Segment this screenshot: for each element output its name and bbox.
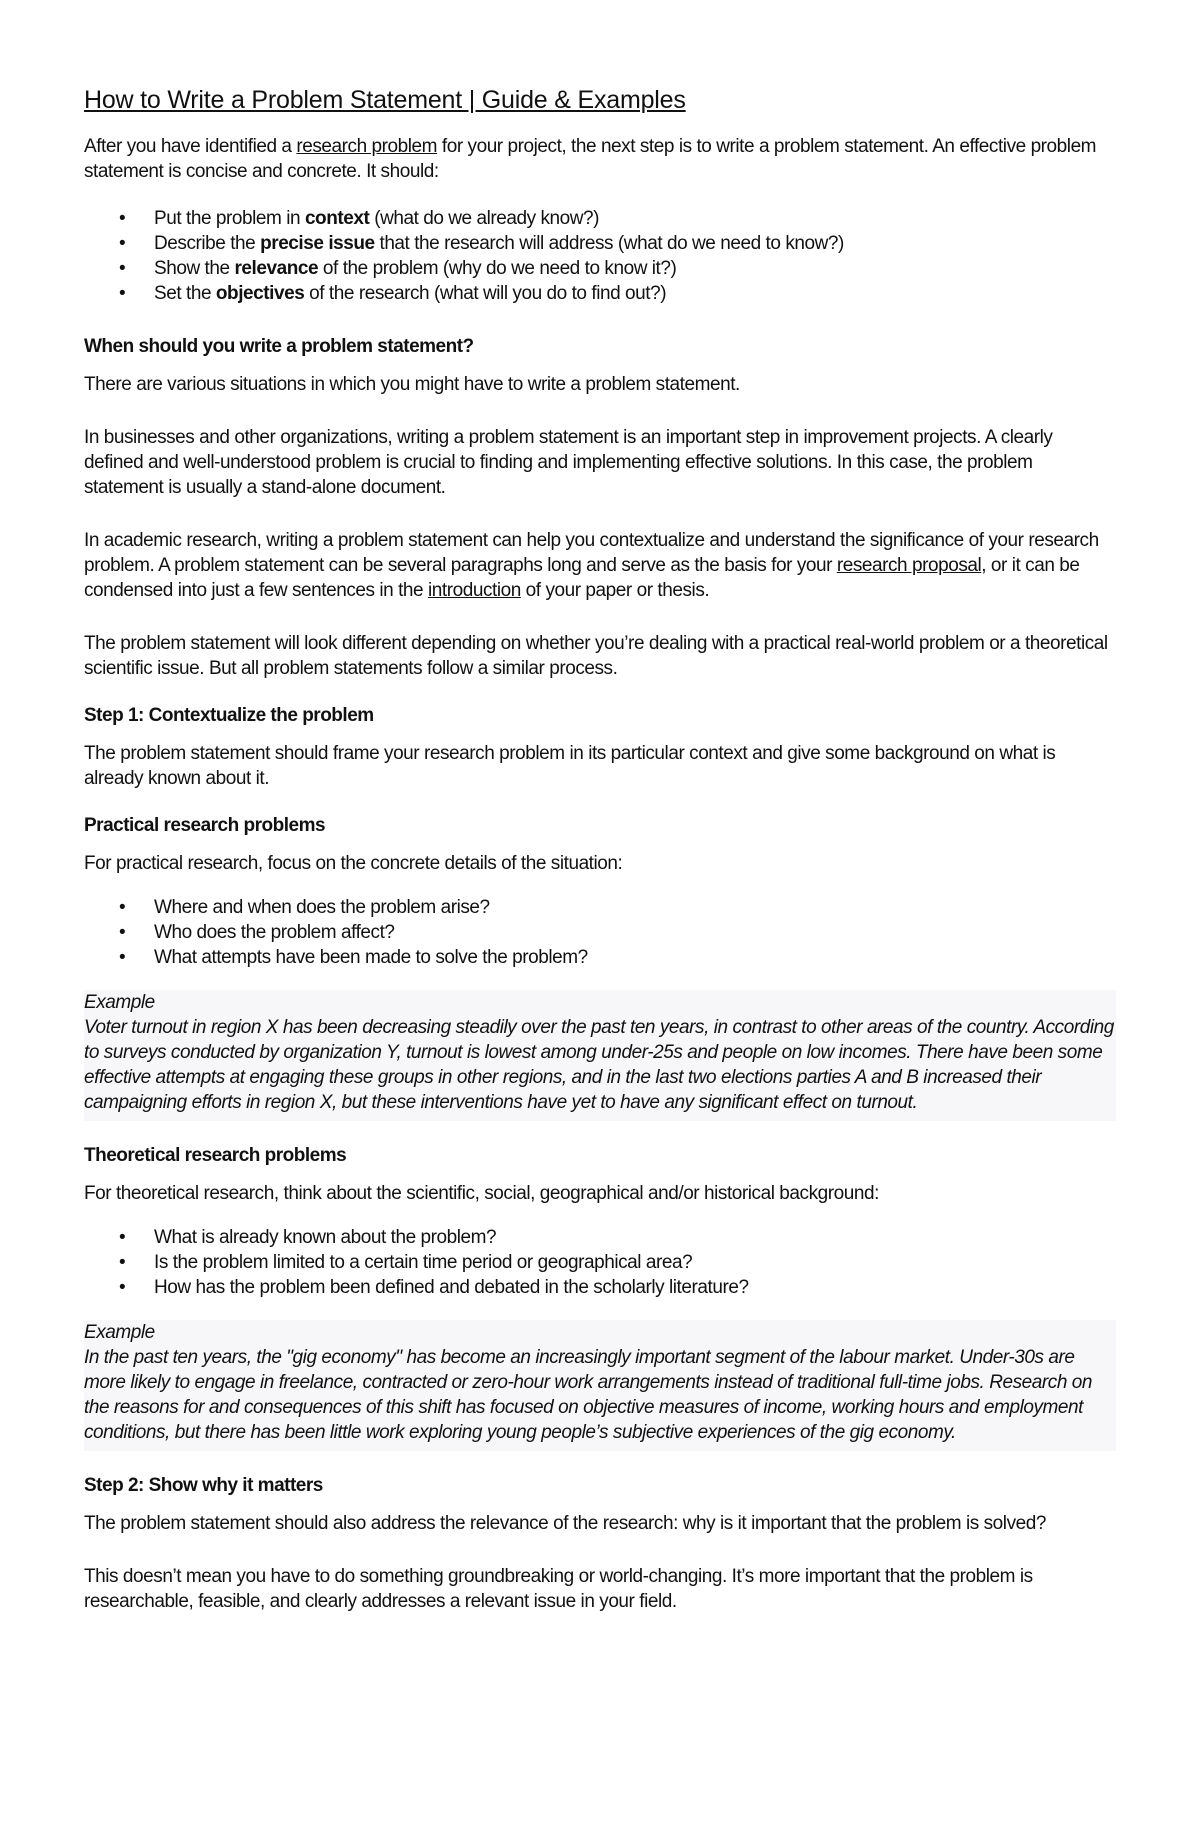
list-item-text: What attempts have been made to solve the problem? bbox=[154, 947, 588, 968]
step2-paragraph-1: The problem statement should also address the relevance of the research: why is it important that the problem is solved? bbox=[84, 1513, 1046, 1534]
list-item-text: How has the problem been defined and debated in the scholarly literature? bbox=[154, 1277, 749, 1298]
list-item-text: Describe the bbox=[154, 233, 261, 254]
paragraph-text: In academic research, writing a problem statement can help you contextualize and understand the significance of your research problem. A problem statement can be several paragraphs long and serve as the basis for your bbox=[84, 530, 1099, 576]
list-item-bold: precise issue bbox=[260, 233, 375, 254]
page-title: How to Write a Problem Statement | Guide & Examples bbox=[84, 86, 686, 114]
bullet-icon: • bbox=[119, 922, 126, 943]
list-item-text: (what do we already know?) bbox=[369, 208, 600, 229]
practical-paragraph: For practical research, focus on the concrete details of the situation: bbox=[84, 853, 623, 874]
when-paragraph-4: The problem statement will look different depending on whether you’re dealing with a practical real-world problem or a theoretical scientific issue. But all problem statements follow a similar process. bbox=[84, 633, 1108, 679]
list-item-bold: relevance bbox=[234, 258, 319, 279]
list-item bbox=[84, 895, 1116, 920]
bullet-icon: • bbox=[119, 233, 126, 254]
theoretical-example-box bbox=[84, 1320, 1116, 1451]
when-paragraph-1: There are various situations in which you might have to write a problem statement. bbox=[84, 374, 740, 395]
example-label: Example bbox=[84, 992, 155, 1013]
list-item-text: Where and when does the problem arise? bbox=[154, 897, 490, 918]
step1-paragraph: The problem statement should frame your research problem in its particular context and give some background on what is already known about it. bbox=[84, 743, 1056, 789]
when-paragraph-2: In businesses and other organizations, writing a problem statement is an important step in improvement projects. A clearly defined and well-understood problem is crucial to finding and implementing effective solutions. In this case, the problem statement is usually a stand-alone document. bbox=[84, 427, 1053, 498]
example-label: Example bbox=[84, 1322, 155, 1343]
list-item bbox=[84, 1275, 1116, 1300]
bullet-icon: • bbox=[119, 897, 126, 918]
bullet-icon: • bbox=[119, 1227, 126, 1248]
list-item-text: of the problem (why do we need to know it?) bbox=[318, 258, 677, 279]
list-item-text: Set the bbox=[154, 283, 216, 304]
theoretical-list bbox=[84, 1225, 1116, 1300]
step1-heading: Step 1: Contextualize the problem bbox=[84, 705, 374, 726]
list-item-text: Who does the problem affect? bbox=[154, 922, 395, 943]
example-text: Voter turnout in region X has been decreasing steadily over the past ten years, in contrast to other areas of the country. According to surveys conducted by organization Y, turnout is lowest among under-25s and people on low incomes. There have been some effective attempts at engaging these groups in other regions, and in the last two elections parties A and B increased their campaigning efforts in region X, but these interventions have yet to have any significant effect on turnout. bbox=[84, 1017, 1114, 1113]
research-proposal-link[interactable]: research proposal bbox=[836, 555, 982, 576]
practical-list bbox=[84, 895, 1116, 970]
research-problem-link[interactable]: research problem bbox=[296, 136, 438, 157]
when-paragraph-3 bbox=[84, 528, 1116, 603]
intro-paragraph bbox=[84, 134, 1116, 184]
when-heading: When should you write a problem statement? bbox=[84, 336, 474, 357]
list-item-text: Put the problem in bbox=[154, 208, 305, 229]
list-item-bold: objectives bbox=[215, 283, 305, 304]
step2-paragraph-2: This doesn’t mean you have to do something groundbreaking or world-changing. It’s more important that the problem is researchable, feasible, and clearly addresses a relevant issue in your field. bbox=[84, 1566, 1033, 1612]
list-item bbox=[84, 1250, 1116, 1275]
list-item-text: What is already known about the problem? bbox=[154, 1227, 497, 1248]
paragraph-text: , or it can be condensed into just a few sentences in the bbox=[84, 555, 1080, 601]
list-item-text: Is the problem limited to a certain time period or geographical area? bbox=[154, 1252, 693, 1273]
bullet-icon: • bbox=[119, 1277, 126, 1298]
list-item bbox=[84, 231, 1116, 256]
bullet-icon: • bbox=[119, 283, 126, 304]
list-item bbox=[84, 281, 1116, 306]
list-item-text: that the research will address (what do we need to know?) bbox=[374, 233, 844, 254]
paragraph-text: of your paper or thesis. bbox=[520, 580, 710, 601]
practical-heading: Practical research problems bbox=[84, 815, 326, 836]
introduction-link[interactable]: introduction bbox=[428, 580, 521, 601]
theoretical-heading: Theoretical research problems bbox=[84, 1145, 347, 1166]
theoretical-paragraph: For theoretical research, think about the scientific, social, geographical and/or historical background: bbox=[84, 1183, 879, 1204]
bullet-icon: • bbox=[119, 1252, 126, 1273]
practical-example-box bbox=[84, 990, 1116, 1121]
bullet-icon: • bbox=[119, 947, 126, 968]
list-item bbox=[84, 920, 1116, 945]
intro-text-before: After you have identified a bbox=[84, 136, 297, 157]
intro-text-after: for your project, the next step is to write a problem statement. An effective problem statement is concise and concrete. It should: bbox=[84, 136, 1097, 182]
list-item-text: Show the bbox=[154, 258, 235, 279]
list-item bbox=[84, 1225, 1116, 1250]
bullet-icon: • bbox=[119, 258, 126, 279]
list-item bbox=[84, 256, 1116, 281]
list-item bbox=[84, 206, 1116, 231]
list-item bbox=[84, 945, 1116, 970]
list-item-text: of the research (what will you do to find out?) bbox=[304, 283, 667, 304]
example-text: In the past ten years, the "gig economy" has become an increasingly important segment of the labour market. Under-30s are more likely to engage in freelance, contracted or zero-hour work arrangements instead of traditional full-time jobs. Research on the reasons for and consequences of this shift has focused on objective measures of income, working hours and employment conditions, but there has been little work exploring young people’s subjective experiences of the gig economy. bbox=[84, 1347, 1092, 1443]
list-item-bold: context bbox=[304, 208, 370, 229]
should-list bbox=[84, 206, 1116, 306]
step2-heading: Step 2: Show why it matters bbox=[84, 1475, 323, 1496]
bullet-icon: • bbox=[119, 208, 126, 229]
